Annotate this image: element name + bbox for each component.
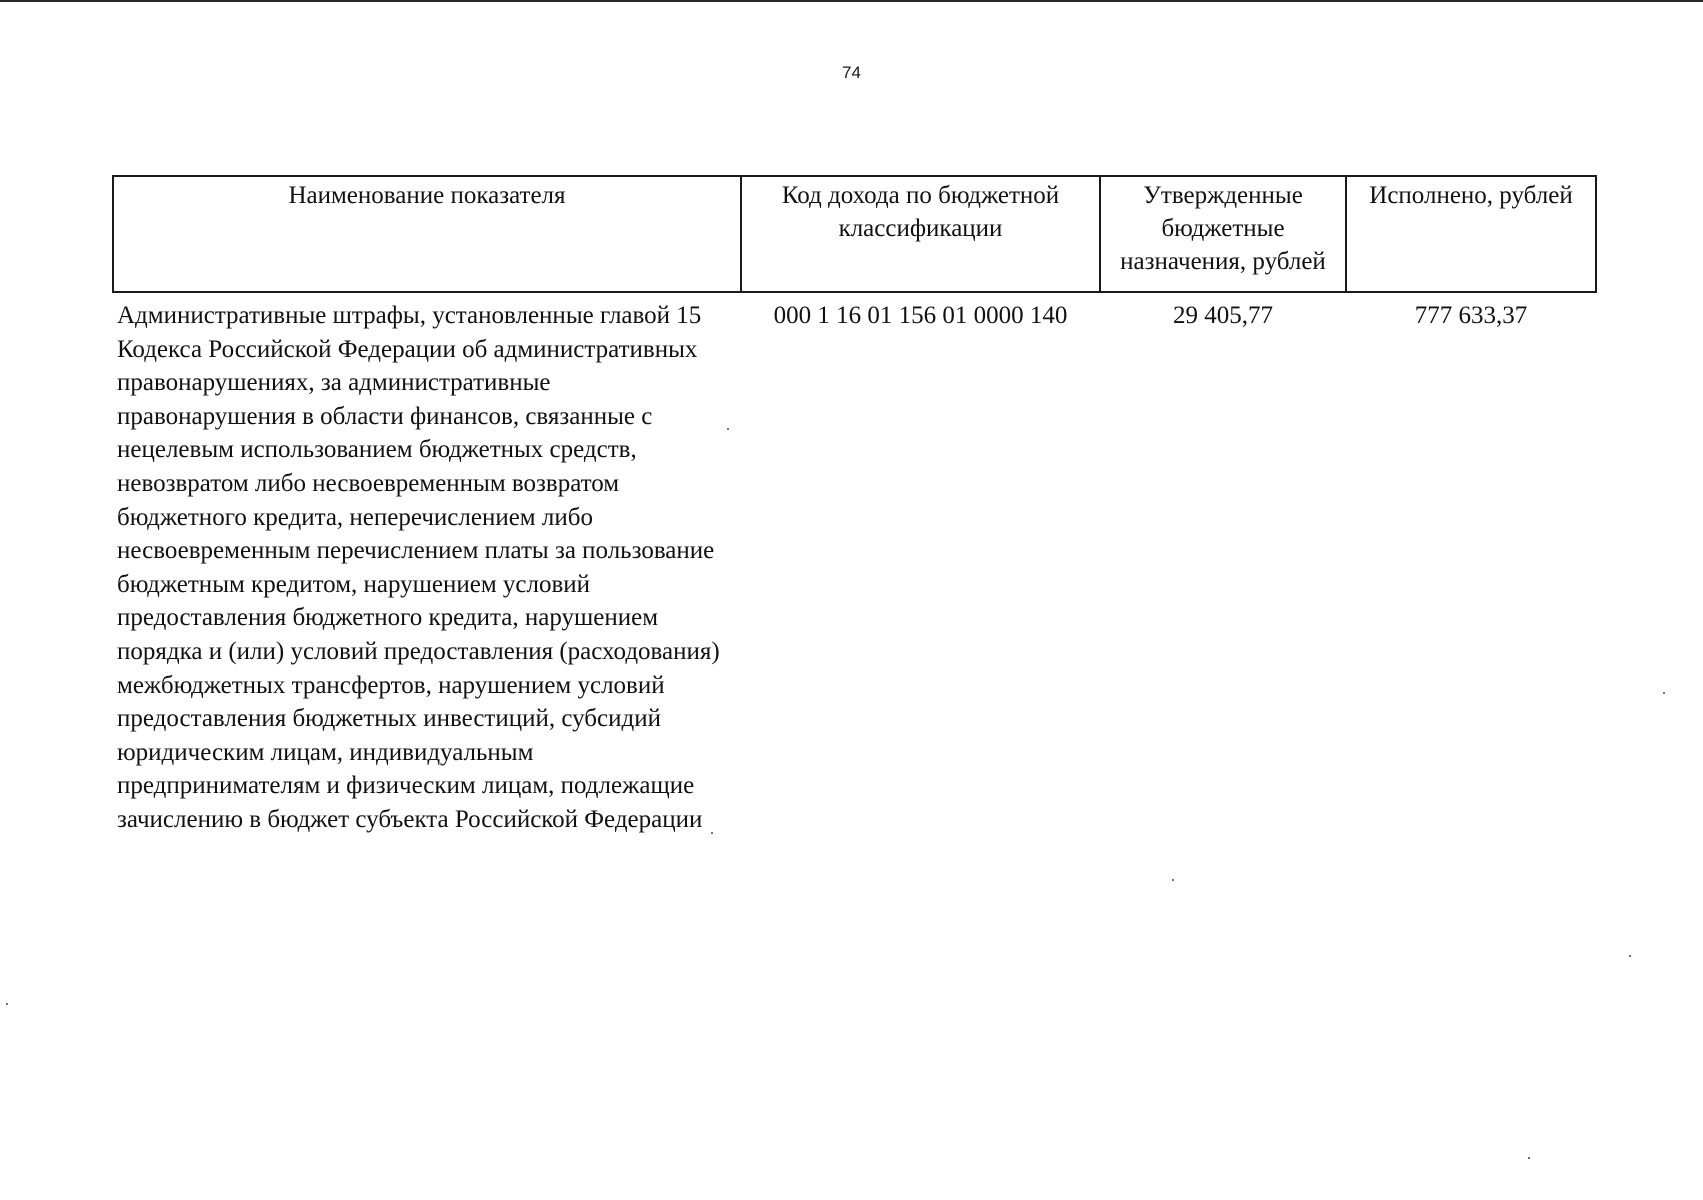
scan-speck (1629, 955, 1631, 957)
cell-indicator-name: Административные штрафы, установленные главой 15 Кодекса Российской Федерации об административных правонарушениях, за административные правонарушения в области финансов, связанные с нецелевым использованием бюджетных средств, невозвратом либо несвоевременным возвратом бюджетного кредита, неперечислением либо несвоевременным перечислением платы за пользование бюджетным кредитом, нарушением условий предоставления бюджетного кредита, нарушением порядка и (или) условий предоставления (расходования) межбюджетных трансфертов, нарушением условий предоставления бюджетных инвестиций, субсидий юридическим лицам, индивидуальным предпринимателям и физическим лицам, подлежащие зачислению в бюджет субъекта Российской Федерации (117, 302, 720, 833)
header-executed: Исполнено, рублей (1346, 176, 1596, 292)
scan-speck (711, 832, 713, 834)
table-body (113, 292, 1596, 837)
scan-speck (1172, 879, 1174, 881)
header-approved-budget: Утвержденные бюджетные назначения, рублей (1100, 176, 1346, 292)
header-row (113, 176, 1596, 292)
scan-speck (727, 428, 729, 430)
table-row (113, 292, 1596, 837)
cell-executed: 777 633,37 (1414, 302, 1528, 329)
cell-approved-budget: 29 405,77 (1173, 302, 1273, 329)
header-indicator-name: Наименование показателя (113, 176, 741, 292)
cell-income-code: 000 1 16 01 156 01 0000 140 (773, 302, 1068, 329)
revenue-table (112, 175, 1597, 837)
page-number: 74 (842, 63, 861, 82)
scan-top-edge (0, 0, 1703, 2)
scan-speck (6, 1003, 8, 1005)
scan-speck (1528, 1157, 1530, 1159)
table-header (113, 176, 1596, 292)
header-income-code: Код дохода по бюджетной классификации (741, 176, 1100, 292)
scan-speck (1663, 692, 1665, 694)
